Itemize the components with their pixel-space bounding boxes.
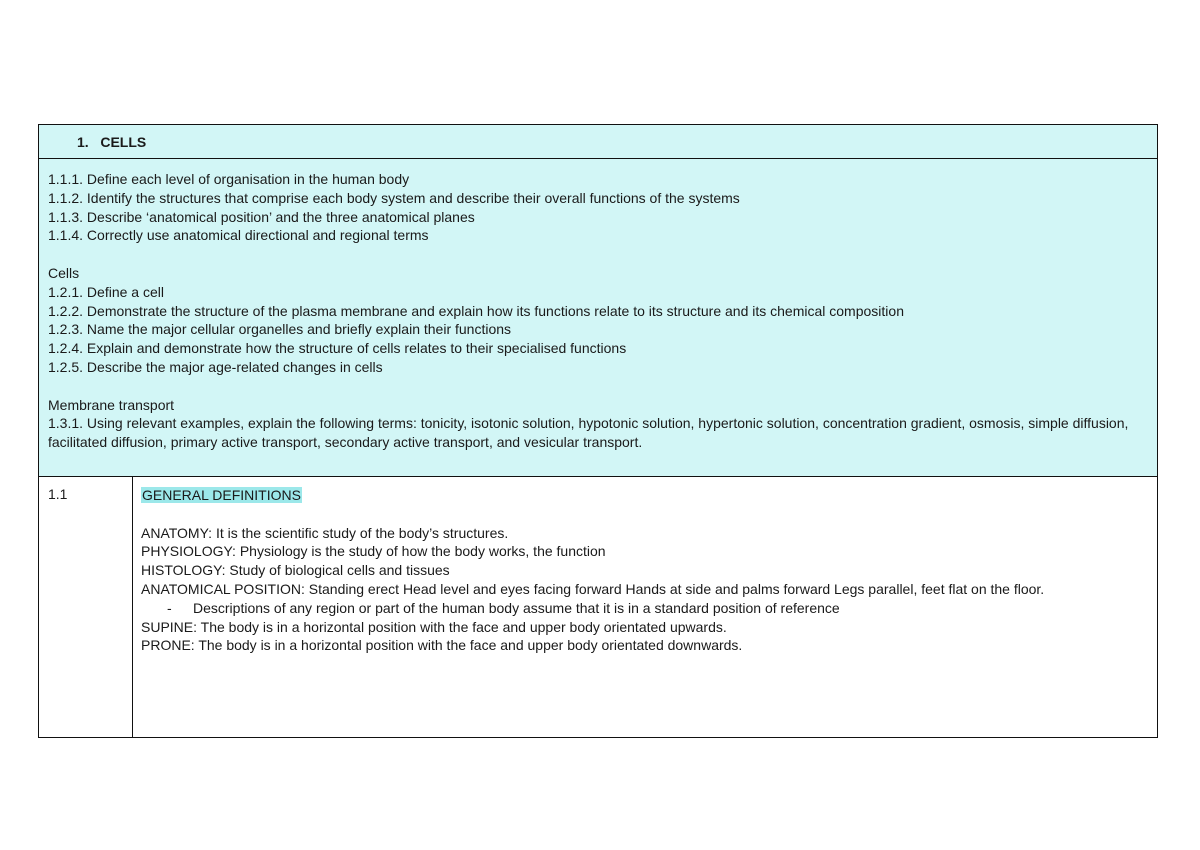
outcome-1-1-4: 1.1.4. Correctly use anatomical directional and regional terms	[48, 227, 429, 244]
outcome-group-cells-title: Cells	[48, 264, 80, 281]
definition-physiology: PHYSIOLOGY: Physiology is the study of how the body works, the function	[141, 543, 606, 560]
spacer	[48, 377, 1149, 396]
definition-anatomical-position: ANATOMICAL POSITION: Standing erect Head level and eyes facing forward Hands at side and palms forward Legs parallel, feet flat on the floor.	[141, 580, 1045, 597]
outcome-1-2-1: 1.2.1. Define a cell	[48, 283, 164, 300]
definitions-row	[39, 477, 1157, 737]
spacer	[48, 245, 1149, 264]
outcome-1-1-2: 1.1.2. Identify the structures that comprise each body system and describe their overall functions of the systems	[48, 189, 740, 206]
definition-histology: HISTOLOGY: Study of biological cells and tissues	[141, 562, 450, 579]
outcome-1-2-4: 1.2.4. Explain and demonstrate how the structure of cells relates to their specialised functions	[48, 340, 627, 357]
section-number-cell	[39, 477, 133, 737]
definition-prone: PRONE: The body is in a horizontal position with the face and upper body orientated downwards.	[141, 637, 743, 654]
notes-table	[38, 124, 1158, 738]
section-title: 1. CELLS	[77, 133, 147, 150]
outcome-1-2-5: 1.2.5. Describe the major age-related changes in cells	[48, 358, 383, 375]
bullet-item	[141, 599, 1149, 618]
bullet-text: Descriptions of any region or part of the human body assume that it is in a standard position of reference	[193, 599, 840, 616]
definitions-content	[133, 477, 1157, 737]
outcome-1-1-1: 1.1.1. Define each level of organisation in the human body	[48, 171, 410, 187]
outcome-1-1-3: 1.1.3. Describe ‘anatomical position’ and the three anatomical planes	[48, 208, 475, 225]
outcome-1-3-1: 1.3.1. Using relevant examples, explain the following terms: tonicity, isotonic solution, hypotonic solution, hypertonic solution, concentration gradient, osmosis, simple diffusion, facilitated diffusion, primary active transport, secondary active transport, and vesicular transport.	[48, 415, 1129, 451]
definitions-heading: GENERAL DEFINITIONS	[142, 487, 301, 503]
section-title-row	[39, 125, 1157, 159]
outcome-1-2-3: 1.2.3. Name the major cellular organelles and briefly explain their functions	[48, 321, 512, 338]
spacer	[141, 505, 1149, 524]
definition-anatomy: ANATOMY: It is the scientific study of the body’s structures.	[141, 524, 509, 541]
definition-supine: SUPINE: The body is in a horizontal position with the face and upper body orientated upwards.	[141, 618, 727, 635]
definitions-heading-line	[141, 486, 1149, 505]
outcome-1-2-2: 1.2.2. Demonstrate the structure of the plasma membrane and explain how its functions relate to its structure and its chemical composition	[48, 302, 904, 319]
section-number: 1.1	[48, 486, 68, 502]
bullet-marker: -	[167, 599, 172, 616]
outcome-group-membrane-title: Membrane transport	[48, 396, 175, 413]
learning-outcomes	[39, 159, 1157, 477]
